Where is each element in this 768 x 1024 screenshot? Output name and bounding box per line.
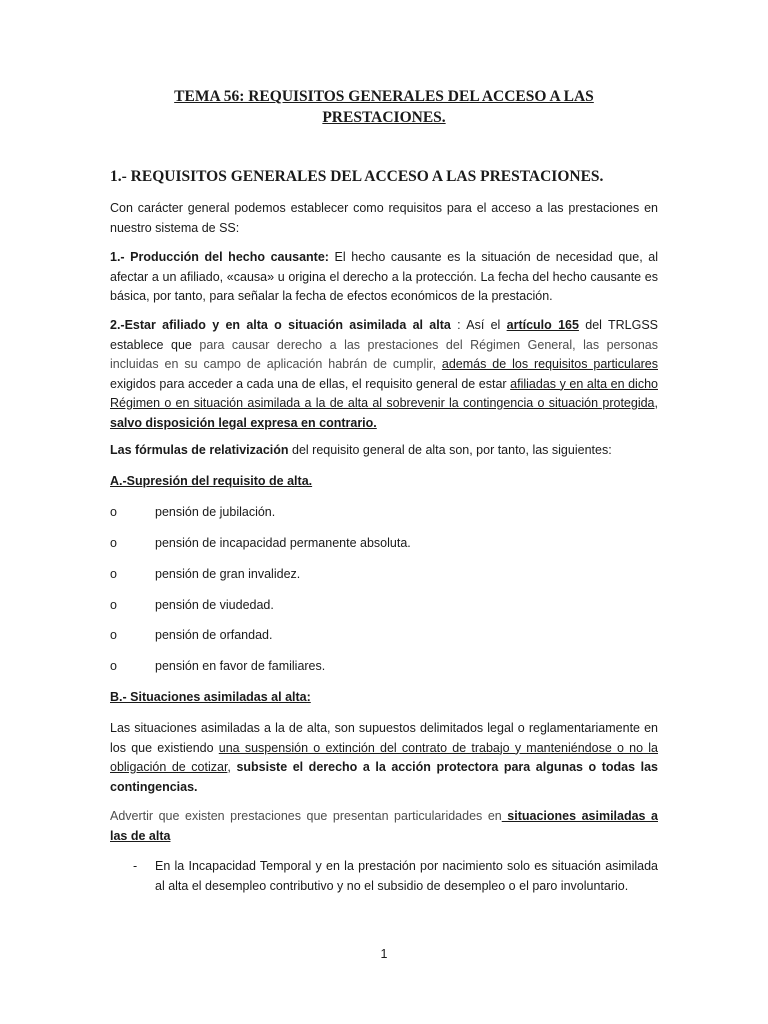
list-item-text: pensión de viudedad.	[155, 598, 274, 612]
req2-text-5: exigidos para acceder a cada una de ellas, el requisito general de estar	[110, 376, 511, 391]
list-item-text: pensión de jubilación.	[155, 505, 276, 519]
dash-list-item-text: En la Incapacidad Temporal y en la prestación por nacimiento solo es situación asimilada al alta el desempleo contributivo y no el subsidio de desempleo o el paro involuntario.	[155, 859, 658, 893]
requirement-1-paragraph	[110, 248, 658, 307]
bullet-marker: o	[110, 505, 117, 519]
requirement-1-text: El hecho causante es la situación de necesidad que, al afectar a un afiliado, «causa» u origina el derecho a la protección. La fecha del hecho causante es básica, por tanto, para señalar la fecha de efectos económicos de la prestación.	[110, 250, 658, 303]
document-title	[110, 86, 658, 128]
title-line-2: PRESTACIONES.	[322, 109, 446, 126]
intro-paragraph: Con carácter general podemos establecer como requisitos para el acceso a las prestaciones en nuestro sistema de SS:	[110, 201, 658, 235]
requirement-1-label: 1.- Producción del hecho causante:	[110, 250, 329, 264]
bullet-marker: o	[110, 536, 117, 550]
section-b-advert-text: Advertir que existen prestaciones que presentan particularidades en	[110, 809, 502, 823]
requirement-2-label: 2.-Estar afiliado y en alta o situación asimilada al alta	[110, 318, 451, 332]
req2-underline-2: afiliadas y en alta en dicho Régimen o en situación asimilada a la de alta al sobrevenir la contingencia o situación protegida	[110, 376, 658, 410]
title-line-1: TEMA 56: REQUISITOS GENERALES DEL ACCESO A LAS	[174, 88, 594, 105]
req2-text-1: : Así el	[450, 318, 507, 332]
formulas-text: del requisito general de alta son, por tanto, las siguientes:	[288, 443, 612, 457]
bullet-marker: o	[110, 659, 117, 673]
list-item-text: pensión en favor de familiares.	[155, 659, 326, 673]
req2-underline-1: además de los requisitos particulares	[441, 357, 659, 371]
section-b-paragraph-2	[110, 807, 658, 846]
list-item-text: pensión de orfandad.	[155, 628, 273, 642]
bullet-marker: o	[110, 567, 117, 581]
section-b-bold: subsiste el derecho a la acción protectora para algunas o todas las contingencias.	[110, 760, 658, 794]
list-item-text: pensión de gran invalidez.	[155, 567, 301, 581]
req2-text-4: para causar derecho a las prestaciones del Régimen General, las personas incluidas en su campo de aplicación habrán de cumplir,	[110, 337, 658, 371]
req2-text-2: del TRLGSS establece	[110, 318, 659, 352]
dash-list-item	[110, 857, 658, 896]
section-b-text-2: ,	[227, 760, 237, 774]
formulas-paragraph	[110, 441, 658, 461]
section-b-underline: una suspensión o extinción del contrato de trabajo y manteniéndose o no la obligación de cotizar	[110, 740, 658, 774]
section-b-advert-bold: situaciones asimiladas a las de alta	[110, 809, 658, 843]
section-b-paragraph-1	[110, 719, 658, 797]
req2-text-3: que	[171, 337, 192, 352]
req2-text-6: ,	[654, 396, 658, 410]
section-a-heading: A.-Supresión del requisito de alta.	[110, 474, 313, 488]
page-number: 1	[380, 947, 388, 961]
article-reference: artículo 165	[506, 318, 579, 332]
list-item-text: pensión de incapacidad permanente absoluta.	[155, 536, 411, 550]
bullet-marker: o	[110, 628, 117, 642]
section-b-heading: B.- Situaciones asimiladas al alta:	[110, 690, 311, 704]
section-heading: 1.- REQUISITOS GENERALES DEL ACCESO A LAS PRESTACIONES.	[110, 168, 604, 185]
formulas-bold: Las fórmulas de relativización	[110, 443, 289, 457]
section-b-text-1: Las situaciones asimiladas a la de alta, son supuestos delimitados legal o reglamentariamente en los que existiendo	[110, 721, 658, 755]
req2-underline-3: salvo disposición legal expresa en contrario.	[110, 415, 377, 430]
bullet-marker: o	[110, 598, 117, 612]
requirement-2-paragraph	[110, 316, 658, 433]
dash-marker: -	[133, 859, 138, 873]
